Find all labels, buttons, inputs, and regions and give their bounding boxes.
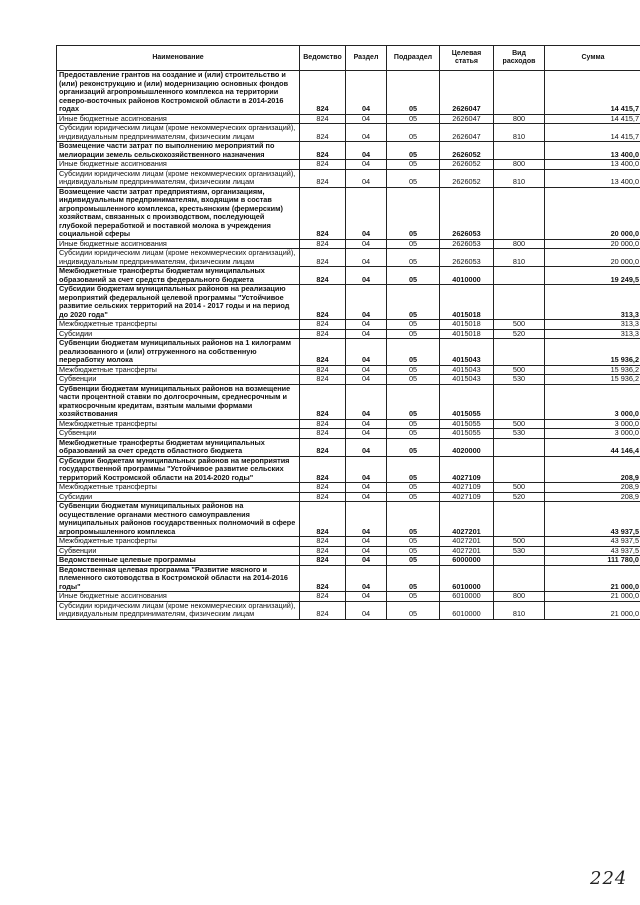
cell-name: Субсидии юридическим лицам (кроме некоммерческих организаций), индивидуальным предпринимателям, физическим лицам [57,249,300,267]
cell-section: 04 [346,239,387,249]
cell-target: 4015043 [440,339,494,366]
cell-expense: 500 [494,320,545,330]
cell-dept: 824 [300,556,346,566]
cell-dept: 824 [300,339,346,366]
cell-expense [494,267,545,285]
cell-name: Субсидии юридическим лицам (кроме некоммерческих организаций), индивидуальным предпринимателям, физическим лицам [57,124,300,142]
cell-expense [494,187,545,239]
cell-expense: 800 [494,160,545,170]
cell-name: Субвенции бюджетам муниципальных районов на осуществление органами местного самоуправления муниципальных районов государственных полномочий в сфере агропромышленного комплекса [57,502,300,537]
cell-expense [494,384,545,419]
cell-section: 04 [346,565,387,592]
cell-name: Субвенции [57,429,300,439]
cell-expense [494,142,545,160]
cell-subsection: 05 [387,124,440,142]
cell-dept: 824 [300,492,346,502]
cell-target: 4015055 [440,419,494,429]
cell-dept: 824 [300,124,346,142]
cell-dept: 824 [300,546,346,556]
cell-name: Ведомственные целевые программы [57,556,300,566]
cell-section: 04 [346,456,387,483]
cell-section: 04 [346,592,387,602]
cell-subsection: 05 [387,160,440,170]
cell-expense: 800 [494,114,545,124]
cell-name: Межбюджетные трансферты [57,483,300,493]
cell-expense [494,502,545,537]
cell-dept: 824 [300,329,346,339]
cell-expense: 520 [494,492,545,502]
cell-target: 2626053 [440,187,494,239]
cell-sum: 13 400,0 [545,142,640,160]
cell-section: 04 [346,169,387,187]
table-row [57,187,640,239]
cell-name: Возмещение части затрат предприятиям, организациям, индивидуальным предпринимателям, входящим в состав агропромышленного комплекса, крестьянским (фермерским) хозяйствам, связанных с производством, последующей глубокой переработкой и поставкой молока в учреждения социальной сферы [57,187,300,239]
cell-dept: 824 [300,384,346,419]
cell-dept: 824 [300,187,346,239]
cell-sum: 3 000,0 [545,429,640,439]
cell-target: 4015055 [440,384,494,419]
cell-dept: 824 [300,71,346,115]
cell-expense: 530 [494,375,545,385]
cell-name: Иные бюджетные ассигнования [57,592,300,602]
header-subsection: Подраздел [387,46,440,71]
cell-target: 2626052 [440,142,494,160]
cell-dept: 824 [300,142,346,160]
cell-section: 04 [346,187,387,239]
cell-expense: 800 [494,592,545,602]
cell-dept: 824 [300,267,346,285]
cell-section: 04 [346,556,387,566]
cell-sum: 19 249,5 [545,267,640,285]
table-row [57,502,640,537]
cell-section: 04 [346,267,387,285]
table-row [57,601,640,619]
table-row [57,365,640,375]
cell-expense [494,285,545,320]
cell-sum: 15 936,2 [545,339,640,366]
cell-dept: 824 [300,365,346,375]
cell-target: 2626047 [440,124,494,142]
cell-dept: 824 [300,601,346,619]
budget-table [56,45,640,620]
cell-section: 04 [346,438,387,456]
cell-expense: 500 [494,365,545,375]
cell-dept: 824 [300,160,346,170]
cell-name: Возмещение части затрат по выполнению мероприятий по мелиорации земель сельскохозяйственного назначения [57,142,300,160]
table-row [57,438,640,456]
cell-name: Субвенции [57,375,300,385]
cell-subsection: 05 [387,502,440,537]
cell-section: 04 [346,601,387,619]
cell-subsection: 05 [387,320,440,330]
table-row [57,537,640,547]
cell-expense [494,565,545,592]
cell-section: 04 [346,429,387,439]
cell-target: 4027201 [440,537,494,547]
header-target: Целевая статья [440,46,494,71]
cell-dept: 824 [300,483,346,493]
cell-sum: 208,9 [545,492,640,502]
cell-section: 04 [346,375,387,385]
cell-dept: 824 [300,114,346,124]
cell-dept: 824 [300,249,346,267]
cell-subsection: 05 [387,239,440,249]
cell-section: 04 [346,285,387,320]
cell-dept: 824 [300,502,346,537]
cell-expense: 810 [494,169,545,187]
cell-sum: 13 400,0 [545,169,640,187]
cell-name: Субсидии юридическим лицам (кроме некоммерческих организаций), индивидуальным предпринимателям, физическим лицам [57,169,300,187]
cell-section: 04 [346,124,387,142]
cell-subsection: 05 [387,429,440,439]
cell-sum: 14 415,7 [545,71,640,115]
header-name: Наименование [57,46,300,71]
cell-section: 04 [346,537,387,547]
cell-subsection: 05 [387,384,440,419]
cell-target: 2626053 [440,239,494,249]
cell-dept: 824 [300,537,346,547]
cell-target: 4027109 [440,492,494,502]
table-row [57,142,640,160]
table-row [57,169,640,187]
cell-sum: 21 000,0 [545,565,640,592]
cell-sum: 44 146,4 [545,438,640,456]
cell-name: Межбюджетные трансферты [57,365,300,375]
cell-subsection: 05 [387,339,440,366]
table-row [57,456,640,483]
cell-dept: 824 [300,239,346,249]
cell-dept: 824 [300,419,346,429]
cell-expense: 500 [494,419,545,429]
cell-section: 04 [346,320,387,330]
cell-sum: 208,9 [545,483,640,493]
cell-name: Субсидии [57,492,300,502]
cell-expense [494,456,545,483]
cell-name: Субвенции бюджетам муниципальных районов на 1 килограмм реализованного и (или) отгруженного на собственную переработку молока [57,339,300,366]
cell-subsection: 05 [387,438,440,456]
cell-expense: 810 [494,601,545,619]
cell-sum: 21 000,0 [545,601,640,619]
cell-subsection: 05 [387,537,440,547]
cell-subsection: 05 [387,114,440,124]
cell-subsection: 05 [387,285,440,320]
cell-name: Субсидии [57,329,300,339]
cell-section: 04 [346,142,387,160]
cell-sum: 313,3 [545,285,640,320]
cell-subsection: 05 [387,71,440,115]
cell-subsection: 05 [387,483,440,493]
table-row [57,320,640,330]
table-row [57,483,640,493]
cell-section: 04 [346,160,387,170]
cell-target: 6010000 [440,565,494,592]
cell-section: 04 [346,483,387,493]
cell-sum: 111 780,0 [545,556,640,566]
cell-expense [494,438,545,456]
cell-sum: 313,3 [545,320,640,330]
cell-subsection: 05 [387,187,440,239]
cell-name: Межбюджетные трансферты [57,537,300,547]
cell-sum: 14 415,7 [545,114,640,124]
cell-dept: 824 [300,565,346,592]
table-row [57,592,640,602]
header-expense: Вид расходов [494,46,545,71]
cell-name: Межбюджетные трансферты [57,320,300,330]
cell-target: 2626052 [440,160,494,170]
cell-target: 4027109 [440,483,494,493]
cell-subsection: 05 [387,169,440,187]
cell-name: Ведомственная целевая программа "Развитие мясного и племенного скотоводства в Костромской области на 2014-2016 годы" [57,565,300,592]
cell-expense: 800 [494,239,545,249]
cell-name: Иные бюджетные ассигнования [57,160,300,170]
table-row [57,419,640,429]
cell-section: 04 [346,546,387,556]
cell-target: 4015018 [440,285,494,320]
cell-target: 4015018 [440,329,494,339]
cell-expense: 500 [494,483,545,493]
cell-target: 4020000 [440,438,494,456]
cell-dept: 824 [300,592,346,602]
cell-expense: 810 [494,124,545,142]
cell-name: Межбюджетные трансферты бюджетам муниципальных образований за счет средств областного бюджета [57,438,300,456]
cell-subsection: 05 [387,546,440,556]
cell-subsection: 05 [387,267,440,285]
cell-target: 4027201 [440,546,494,556]
cell-target: 4015043 [440,375,494,385]
header-section: Раздел [346,46,387,71]
table-row [57,71,640,115]
cell-subsection: 05 [387,492,440,502]
cell-section: 04 [346,249,387,267]
cell-name: Субсидии юридическим лицам (кроме некоммерческих организаций), индивидуальным предпринимателям, физическим лицам [57,601,300,619]
cell-name: Иные бюджетные ассигнования [57,114,300,124]
cell-expense: 810 [494,249,545,267]
cell-target: 4027201 [440,502,494,537]
table-row [57,384,640,419]
header-sum: Сумма [545,46,640,71]
page-number: 224 [590,868,628,889]
cell-sum: 14 415,7 [545,124,640,142]
cell-target: 4010000 [440,267,494,285]
cell-section: 04 [346,492,387,502]
cell-name: Межбюджетные трансферты [57,419,300,429]
table-header-row [57,46,640,71]
cell-section: 04 [346,419,387,429]
cell-sum: 43 937,5 [545,502,640,537]
cell-expense [494,339,545,366]
cell-sum: 21 000,0 [545,592,640,602]
cell-expense: 530 [494,546,545,556]
cell-dept: 824 [300,429,346,439]
cell-subsection: 05 [387,456,440,483]
cell-target: 2626047 [440,71,494,115]
table-row [57,375,640,385]
cell-target: 2626053 [440,249,494,267]
cell-name: Предоставление грантов на создание и (или) строительство и (или) реконструкцию и (или) модернизацию основных фондов организаций агропромышленного комплекса на территории северо-восточных районов Костромской области в 2014-2016 годах [57,71,300,115]
cell-name: Межбюджетные трансферты бюджетам муниципальных образований за счет средств федерального бюджета [57,267,300,285]
cell-name: Субвенции бюджетам муниципальных районов на возмещение части процентной ставки по долгосрочным, среднесрочным и краткосрочным кредитам, взятым малыми формами хозяйствования [57,384,300,419]
cell-dept: 824 [300,438,346,456]
table-row [57,124,640,142]
table-row [57,556,640,566]
cell-target: 4015018 [440,320,494,330]
cell-dept: 824 [300,285,346,320]
cell-dept: 824 [300,375,346,385]
cell-subsection: 05 [387,601,440,619]
table-row [57,565,640,592]
cell-subsection: 05 [387,249,440,267]
table-row [57,339,640,366]
cell-sum: 20 000,0 [545,239,640,249]
cell-target: 6010000 [440,601,494,619]
cell-expense [494,556,545,566]
table-row [57,160,640,170]
table-row [57,249,640,267]
cell-sum: 20 000,0 [545,187,640,239]
cell-sum: 313,3 [545,329,640,339]
cell-section: 04 [346,384,387,419]
cell-target: 4027109 [440,456,494,483]
cell-sum: 43 937,5 [545,546,640,556]
cell-dept: 824 [300,456,346,483]
cell-sum: 3 000,0 [545,419,640,429]
cell-section: 04 [346,71,387,115]
cell-subsection: 05 [387,592,440,602]
cell-name: Субвенции [57,546,300,556]
cell-expense: 530 [494,429,545,439]
cell-sum: 208,9 [545,456,640,483]
cell-section: 04 [346,114,387,124]
cell-name: Иные бюджетные ассигнования [57,239,300,249]
cell-sum: 43 937,5 [545,537,640,547]
cell-target: 4015043 [440,365,494,375]
cell-sum: 15 936,2 [545,365,640,375]
cell-name: Субсидии бюджетам муниципальных районов на мероприятия государственной программы "Устойчивое развитие сельских территорий Костромской области на 2014-2020 годы" [57,456,300,483]
cell-sum: 13 400,0 [545,160,640,170]
cell-target: 6000000 [440,556,494,566]
cell-subsection: 05 [387,565,440,592]
cell-subsection: 05 [387,365,440,375]
cell-dept: 824 [300,320,346,330]
cell-expense [494,71,545,115]
cell-name: Субсидии бюджетам муниципальных районов на реализацию мероприятий федеральной целевой программы "Устойчивое развитие сельских территорий на 2014 - 2017 годы и на период до 2020 года" [57,285,300,320]
cell-target: 4015055 [440,429,494,439]
cell-sum: 3 000,0 [545,384,640,419]
table-body [57,71,640,620]
cell-target: 6010000 [440,592,494,602]
cell-subsection: 05 [387,375,440,385]
cell-subsection: 05 [387,329,440,339]
table-row [57,285,640,320]
cell-sum: 15 936,2 [545,375,640,385]
cell-section: 04 [346,339,387,366]
cell-subsection: 05 [387,419,440,429]
cell-section: 04 [346,365,387,375]
table-row [57,429,640,439]
cell-target: 2626047 [440,114,494,124]
cell-expense: 500 [494,537,545,547]
cell-sum: 20 000,0 [545,249,640,267]
table-row [57,267,640,285]
cell-expense: 520 [494,329,545,339]
header-dept: Ведомство [300,46,346,71]
cell-subsection: 05 [387,142,440,160]
cell-section: 04 [346,502,387,537]
cell-dept: 824 [300,169,346,187]
cell-section: 04 [346,329,387,339]
cell-target: 2626052 [440,169,494,187]
cell-subsection: 05 [387,556,440,566]
